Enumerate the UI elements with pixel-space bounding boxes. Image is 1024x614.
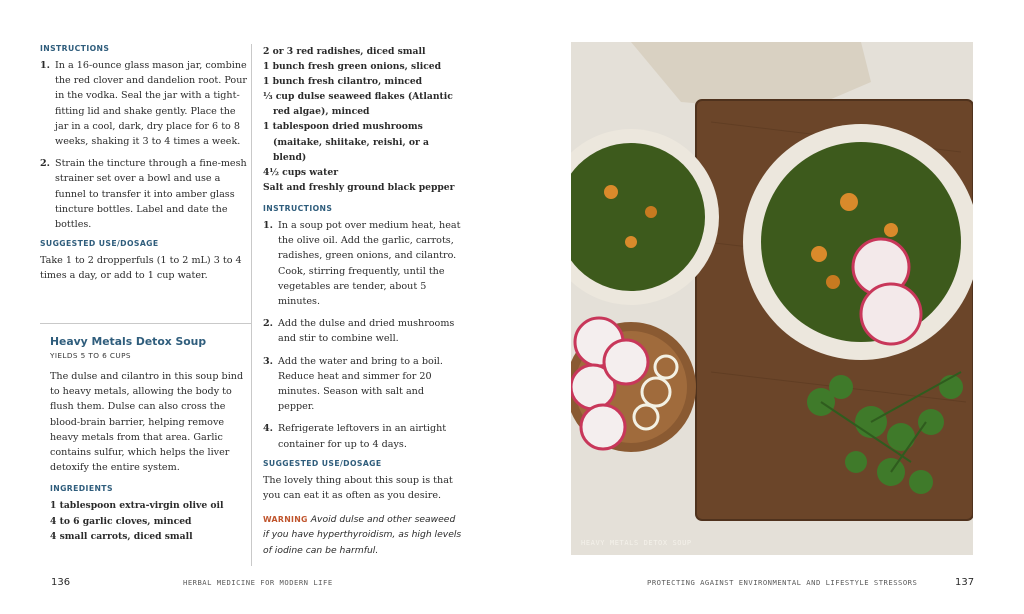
ingredient-item: ⅓ cup dulse seaweed flakes (Atlantic red algae), minced bbox=[263, 91, 453, 118]
list-item: 1. In a 16-ounce glass mason jar, combine the red clover and dandelion root. Pour in the vodka. Seal the jar with a tight-fitting lid and shake gently. Place the jar in a cool, dark, dry place for 6 to 8 weeks, shaking it 3 to 4 times a week. bbox=[40, 60, 247, 148]
soup-steps bbox=[263, 218, 463, 452]
ingredient-item: 1 bunch fresh green onions, sliced bbox=[263, 61, 442, 73]
use-text: The lovely thing about this soup is that you can eat it as often as you desire. bbox=[263, 474, 453, 501]
list-item: 3. Add the water and bring to a boil. Reduce heat and simmer for 20 minutes. Season with salt and pepper. bbox=[263, 355, 443, 413]
left-column bbox=[40, 44, 250, 293]
photo-caption: HEAVY METALS DETOX SOUP bbox=[581, 539, 692, 547]
ingredient-item: 4 to 6 garlic cloves, minced bbox=[50, 515, 192, 527]
ingredient-item: 4 small carrots, diced small bbox=[50, 530, 193, 542]
ingredient-item: 1 tablespoon dried mushrooms (maitake, shiitake, reishi, or a blend) bbox=[263, 121, 429, 163]
ingredient-item: 1 tablespoon extra-virgin olive oil bbox=[50, 500, 224, 512]
recipe-yields: YIELDS 5 TO 6 CUPS bbox=[50, 351, 131, 360]
ingredient-item: 1 bunch fresh cilantro, minced bbox=[263, 76, 423, 88]
tincture-steps bbox=[40, 58, 250, 232]
ingredient-item: 2 or 3 red radishes, diced small bbox=[263, 46, 426, 57]
page-number-right: 137 bbox=[955, 577, 975, 588]
recipe-title: Heavy Metals Detox Soup bbox=[50, 335, 207, 348]
column-divider bbox=[251, 44, 252, 566]
page-number-left: 136 bbox=[51, 577, 71, 588]
use-heading: SUGGESTED USE/DOSAGE bbox=[40, 239, 159, 249]
recipe-description: The dulse and cilantro in this soup bind to heavy metals, allowing the body to flush them. Dulse can also cross the blood-brain barrier, helping remove heavy metals from that area. Garlic contains sulfur, which helps the liver detoxify the entire system. bbox=[50, 371, 244, 474]
recipe-intro bbox=[50, 335, 250, 544]
ingredient-item: 4½ cups water bbox=[263, 166, 339, 178]
list-item: 1. In a soup pot over medium heat, heat the olive oil. Add the garlic, carrots, radishes, green onions, and cilantro. Cook, stirring frequently, until the vegetables are tender, about 5 minutes. bbox=[263, 219, 461, 307]
warning-note bbox=[263, 512, 463, 558]
right-column bbox=[263, 44, 463, 558]
instructions-heading: INSTRUCTIONS bbox=[40, 44, 110, 53]
use-text: Take 1 to 2 dropperfuls (1 to 2 mL) 3 to 4 times a day, or add to 1 cup water. bbox=[40, 255, 242, 282]
instructions-heading: INSTRUCTIONS bbox=[263, 203, 333, 213]
running-title-left: HERBAL MEDICINE FOR MODERN LIFE bbox=[183, 578, 333, 587]
warning-label: WARNING bbox=[263, 515, 308, 525]
warning-text: Avoid dulse and other seaweed if you have hyperthyroidism, as high levels of iodine can be harmful. bbox=[263, 514, 462, 556]
list-item: 4. Refrigerate leftovers in an airtight container for up to 4 days. bbox=[263, 423, 447, 450]
use-heading: SUGGESTED USE/DOSAGE bbox=[263, 458, 382, 468]
soup-bowls-photo-icon bbox=[571, 42, 973, 555]
list-item: 2. Add the dulse and dried mushrooms and stir to combine well. bbox=[263, 318, 455, 345]
soup-photo bbox=[571, 42, 973, 555]
ingredient-item: Salt and freshly ground black pepper bbox=[263, 181, 455, 193]
section-divider bbox=[40, 323, 251, 324]
running-title-right: PROTECTING AGAINST ENVIRONMENTAL AND LIFESTYLE STRESSORS bbox=[647, 578, 918, 587]
list-item: 2. Strain the tincture through a fine-mesh strainer set over a bowl and use a funnel to transfer it into amber glass tincture bottles. Label and date the bottles. bbox=[40, 158, 247, 231]
ingredients-heading: INGREDIENTS bbox=[50, 484, 113, 494]
